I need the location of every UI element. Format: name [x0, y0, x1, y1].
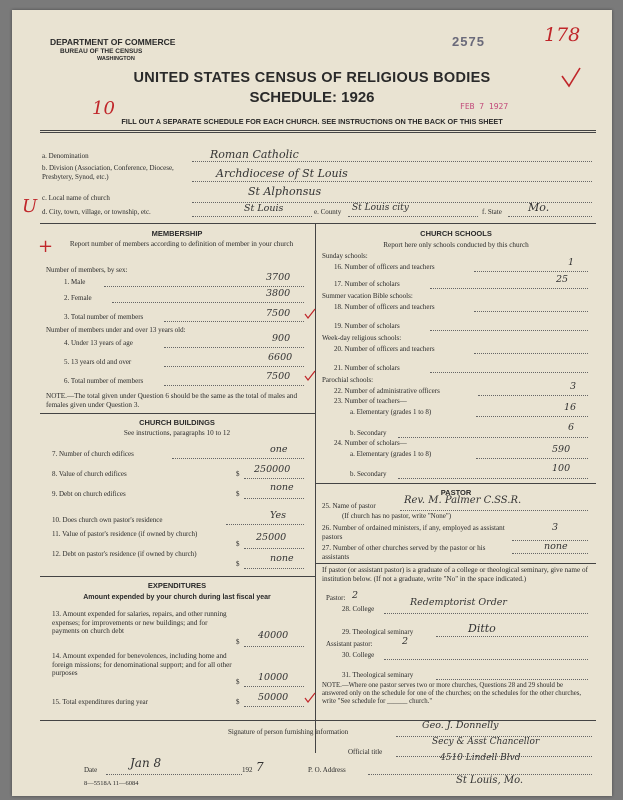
q19-label: 19. Number of scholars — [334, 322, 400, 330]
q8-dollar: $ — [236, 470, 240, 478]
q15-value[interactable]: 50000 — [258, 692, 289, 703]
red-u-mark: U — [22, 196, 38, 217]
q24b-value[interactable]: 100 — [552, 463, 571, 474]
census-schedule-sheet — [12, 10, 612, 796]
q3-value[interactable]: 7500 — [266, 308, 291, 319]
q5-value[interactable]: 6600 — [268, 352, 293, 363]
q14-line — [244, 686, 304, 687]
age-intro: Number of members under and over 13 years old: — [46, 326, 186, 334]
q11-dollar: $ — [236, 540, 240, 548]
form-number: 8—5518A 11—6084 — [84, 780, 139, 787]
q28-label: 28. College — [342, 605, 375, 613]
q3-label: 3. Total number of members — [64, 313, 144, 321]
signature-label: Signature of person furnishing information — [228, 728, 349, 736]
date-year-hand[interactable]: 7 — [256, 760, 264, 774]
q24a-value[interactable]: 590 — [552, 444, 571, 455]
q14-dollar: $ — [236, 678, 240, 686]
q6-label: 6. Total number of members — [64, 377, 144, 385]
q6-line — [164, 385, 304, 386]
q3-line — [164, 321, 304, 322]
q30-label: 30. College — [342, 651, 375, 659]
q12-label: 12. Debt on pastor's residence (if owned by church) — [52, 550, 197, 558]
q24-label: 24. Number of scholars— — [334, 439, 407, 447]
pastor-note: NOTE.—Where one pastor serves two or more churches, Questions 28 and 29 should be answered only on the schedule for one of the churches; on the schedules for the other churches, write "See schedule for ______ church." — [322, 682, 582, 705]
q25-note: (If church has no pastor, write "None") — [342, 512, 452, 520]
q18-line — [474, 311, 588, 312]
asst-label: Assistant pastor: — [326, 640, 373, 648]
q10-line — [226, 524, 304, 525]
header-rule — [40, 130, 596, 131]
vacation-label: Summer vacation Bible schools: — [322, 292, 413, 300]
q5-line — [164, 366, 304, 367]
membership-rule — [40, 413, 315, 414]
q23-label: 23. Number of teachers— — [334, 397, 407, 405]
membership-heading: MEMBERSHIP — [151, 229, 203, 238]
q27-label: 27. Number of other churches served by the pastor or his assistants — [322, 544, 486, 561]
schools-intro: Report here only schools conducted by this church — [383, 241, 529, 249]
q4-value[interactable]: 900 — [272, 333, 291, 344]
q11-value[interactable]: 25000 — [256, 532, 287, 543]
q13-value[interactable]: 40000 — [258, 630, 289, 641]
q21-line — [430, 372, 588, 373]
q29-label: 29. Theological seminary — [342, 628, 414, 636]
q17-line — [430, 288, 588, 289]
q24a-label: a. Elementary (grades 1 to 8) — [350, 450, 432, 458]
city-label: d. City, town, village, or township, etc. — [42, 208, 151, 216]
footer-rule — [40, 720, 596, 721]
red-number: 178 — [544, 24, 581, 46]
q14-value[interactable]: 10000 — [258, 672, 289, 683]
buildings-heading: CHURCH BUILDINGS — [139, 418, 215, 427]
q12-value[interactable]: none — [270, 553, 294, 564]
header-rule-2 — [40, 132, 596, 133]
membership-intro: Report number of members according to definition of member in your church — [69, 240, 294, 248]
q17-label: 17. Number of scholars — [334, 280, 400, 288]
asst-red-mark: 2 — [402, 636, 409, 647]
expenditures-heading: EXPENDITURES — [147, 581, 207, 590]
q27-value[interactable]: none — [544, 541, 568, 552]
q12-line — [244, 568, 304, 569]
weekday-label: Week-day religious schools: — [322, 334, 402, 342]
q31-label: 31. Theological seminary — [342, 671, 414, 679]
q18-label: 18. Number of officers and teachers — [334, 303, 435, 311]
q23a-line — [476, 416, 588, 417]
schedule-number: 2575 — [452, 34, 485, 49]
state-value[interactable]: Mo. — [528, 201, 550, 214]
form-instruction: FILL OUT A SEPARATE SCHEDULE FOR EACH CHURCH. SEE INSTRUCTIONS ON THE BACK OF THIS SHEET — [121, 117, 503, 126]
q13-dollar: $ — [236, 638, 240, 646]
q27-line — [512, 553, 588, 554]
q5-label: 5. 13 years old and over — [64, 358, 132, 366]
signature-value[interactable]: Geo. J. Donnelly — [422, 720, 499, 731]
date-line — [106, 774, 242, 775]
po-address-value-2[interactable]: St Louis, Mo. — [456, 775, 524, 786]
q2-value[interactable]: 3800 — [266, 288, 291, 299]
q22-value[interactable]: 3 — [570, 381, 577, 392]
buildings-sub: See instructions, paragraphs 10 to 12 — [123, 429, 231, 437]
division-label: b. Division (Association, Conference, Diocese, Presbytery, Synod, etc.) — [42, 164, 174, 181]
schools-heading: CHURCH SCHOOLS — [420, 229, 492, 238]
denomination-label: a. Denomination — [42, 152, 89, 160]
state-label: f. State — [482, 208, 502, 216]
q4-label: 4. Under 13 years of age — [64, 339, 133, 347]
q28-line — [384, 613, 588, 614]
q23a-value[interactable]: 16 — [564, 402, 577, 413]
date-year: 192 — [242, 766, 253, 774]
q28-value[interactable]: Redemptorist Order — [410, 597, 507, 608]
q17-value[interactable]: 25 — [556, 274, 569, 285]
form-subtitle: SCHEDULE: 1926 — [249, 89, 375, 106]
q20-line — [474, 353, 588, 354]
q21-label: 21. Number of scholars — [334, 364, 400, 372]
date-value[interactable]: Jan 8 — [130, 756, 162, 770]
q6-value[interactable]: 7500 — [266, 371, 291, 382]
buildings-rule — [40, 576, 315, 577]
college-intro: If pastor (or assistant pastor) is a graduate of a college or theological seminary, give name of institution below. (If not a graduate, write "No" in the space indicated.) — [322, 566, 588, 583]
q10-label: 10. Does church own pastor's residence — [52, 516, 163, 524]
q9-label: 9. Debt on church edifices — [52, 490, 126, 498]
q24b-label: b. Secondary — [350, 470, 387, 478]
q23b-value[interactable]: 6 — [568, 422, 575, 433]
pastor-heading: PASTOR — [440, 488, 472, 497]
schools-rule — [315, 483, 596, 484]
q8-line — [244, 478, 304, 479]
q26-label: 26. Number of ordained ministers, if any, employed as assistant pastors — [322, 524, 505, 541]
q22-label: 22. Number of administrative officers — [334, 387, 440, 395]
q10-value[interactable]: Yes — [270, 510, 286, 521]
sunday-label: Sunday schools: — [322, 252, 368, 260]
city-value[interactable]: St Louis — [244, 203, 284, 214]
q15-label: 15. Total expenditures during year — [52, 698, 148, 706]
q9-dollar: $ — [236, 490, 240, 498]
denomination-line — [192, 161, 592, 162]
form-title: UNITED STATES CENSUS OF RELIGIOUS BODIES — [133, 70, 491, 86]
q8-value[interactable]: 250000 — [254, 464, 291, 475]
q15-dollar: $ — [236, 698, 240, 706]
official-title-value[interactable]: Secy & Asst Chancellor — [432, 737, 540, 747]
po-address-value-1[interactable]: 4510 Lindell Blvd — [440, 753, 521, 763]
q24b-line — [398, 478, 588, 479]
county-value[interactable]: St Louis city — [352, 203, 409, 213]
q29-line — [436, 636, 588, 637]
official-title-label: Official title — [348, 748, 383, 756]
q24a-line — [476, 458, 588, 459]
division-value[interactable]: Archdiocese of St Louis — [216, 167, 348, 180]
q23b-line — [398, 437, 588, 438]
expenditures-sub: Amount expended by your church during last fiscal year — [83, 594, 271, 601]
q12-dollar: $ — [236, 560, 240, 568]
q13-label: 13. Amount expended for salaries, repairs, and other running expenses; for improvements or new buildings; and for payments on church debt — [52, 610, 227, 636]
date-label: Date — [84, 766, 98, 774]
pastor-rule — [315, 563, 596, 564]
pastor-label: Pastor: — [326, 594, 346, 602]
q8-label: 8. Value of church edifices — [52, 470, 127, 478]
check-icon-q6 — [304, 370, 316, 382]
q23b-label: b. Secondary — [350, 429, 387, 437]
q15-line — [244, 706, 304, 707]
q29-value[interactable]: Ditto — [468, 622, 496, 635]
local-name-label: c. Local name of church — [42, 194, 110, 202]
q9-line — [244, 498, 304, 499]
check-icon-q3 — [304, 308, 316, 320]
red-plus-mark: + — [38, 236, 54, 257]
state-line — [508, 216, 592, 217]
q25-label: 25. Name of pastor — [322, 502, 376, 510]
red-ten: 10 — [92, 98, 115, 119]
q25-line — [400, 510, 588, 511]
q25-value[interactable]: Rev. M. Palmer C.SS.R. — [404, 495, 522, 506]
dept-name: DEPARTMENT OF COMMERCE — [50, 37, 176, 47]
q7-line — [172, 458, 304, 459]
q14-label: 14. Amount expended for benevolences, including home and foreign missions; for denominational support; and for all other purposes — [52, 652, 232, 678]
center-divider — [315, 223, 316, 753]
q4-line — [164, 347, 304, 348]
q11-line — [244, 548, 304, 549]
bureau-name: BUREAU OF THE CENSUS — [60, 48, 143, 55]
parochial-label: Parochial schools: — [322, 376, 374, 384]
received-stamp: FEB 7 1927 — [460, 102, 509, 111]
division-line — [192, 181, 592, 182]
q19-line — [430, 330, 588, 331]
q26-value[interactable]: 3 — [552, 522, 559, 533]
q1-value[interactable]: 3700 — [266, 272, 291, 283]
q13-line — [244, 646, 304, 647]
q30-line — [384, 659, 588, 660]
membership-note: NOTE.—The total given under Question 6 should be the same as the total of males and females given under Question 3. — [46, 392, 298, 409]
q16-value[interactable]: 1 — [568, 257, 575, 268]
county-line — [348, 216, 478, 217]
q11-label: 11. Value of pastor's residence (if owned by church) — [52, 530, 198, 538]
q7-label: 7. Number of church edifices — [52, 450, 134, 458]
q7-value[interactable]: one — [270, 444, 288, 455]
q16-line — [474, 271, 588, 272]
denomination-value[interactable]: Roman Catholic — [210, 148, 299, 161]
city-line — [192, 216, 312, 217]
local-name-value[interactable]: St Alphonsus — [248, 185, 322, 198]
po-address-label: P. O. Address — [308, 766, 346, 774]
q9-value[interactable]: none — [270, 482, 294, 493]
q23a-label: a. Elementary (grades 1 to 8) — [350, 408, 432, 416]
q22-line — [478, 395, 588, 396]
check-icon-q15 — [304, 692, 316, 704]
fields-rule — [40, 223, 596, 224]
pastor-red-mark: 2 — [352, 590, 359, 601]
q2-label: 2. Female — [64, 294, 92, 302]
q1-label: 1. Male — [64, 278, 86, 286]
q2-line — [112, 302, 304, 303]
q20-label: 20. Number of officers and teachers — [334, 345, 435, 353]
q1-line — [104, 286, 304, 287]
q16-label: 16. Number of officers and teachers — [334, 263, 435, 271]
bureau-city: WASHINGTON — [97, 56, 135, 62]
q31-line — [436, 679, 588, 680]
county-label: e. County — [314, 208, 342, 216]
membership-by-sex: Number of members, by sex: — [46, 266, 128, 274]
